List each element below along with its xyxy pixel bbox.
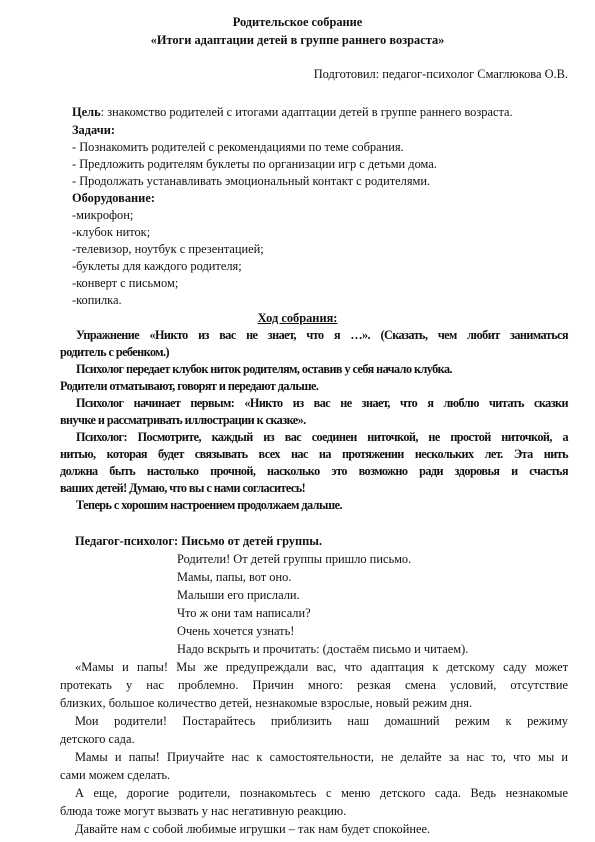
poem-line: Мамы, папы, вот оно.: [177, 570, 292, 584]
exercise-line: внучке и рассматривать иллюстрации к сказке».: [60, 413, 306, 427]
poem-line: Родители! От детей группы пришло письмо.: [177, 552, 412, 566]
goal-line: [72, 104, 513, 121]
goal-label: Цель: [72, 105, 101, 119]
letter-line: А еще, дорогие родители, познакомьтесь с меню детского сада. Ведь незнакомые: [75, 786, 568, 800]
progress-heading: Ход собрания:: [257, 311, 338, 325]
poem-line: Очень хочется узнать!: [177, 624, 295, 638]
letter-line: блюда тоже могут вызвать у нас негативную реакцию.: [60, 804, 347, 818]
exercise-line: Теперь с хорошим настроением продолжаем дальше.: [76, 498, 342, 512]
document-subtitle: «Итоги адаптации детей в группе раннего возраста»: [150, 33, 445, 47]
equipment-heading: Оборудование:: [72, 191, 155, 205]
task-item: - Продолжать устанавливать эмоциональный контакт с родителями.: [72, 174, 431, 188]
exercise-line: нитью, которая будет связывать всех нас на протяжении нескольких лет. Эта нить: [60, 447, 568, 461]
equipment-item: -конверт с письмом;: [72, 276, 179, 290]
letter-line: детского сада.: [60, 732, 135, 746]
author-line: Подготовил: педагог-психолог Смаглюкова О.В.: [313, 67, 568, 81]
letter-line: Мои родители! Постарайтесь приблизить наш домашний режим к режиму: [75, 714, 568, 728]
equipment-item: -микрофон;: [72, 208, 134, 222]
exercise-line: должна быть настолько прочной, насколько это возможно ради здоровья и счастья: [60, 464, 568, 478]
equipment-item: -копилка.: [72, 293, 122, 307]
tasks-heading: Задачи:: [72, 123, 115, 137]
document-title: Родительское собрание: [232, 15, 363, 29]
exercise-line: ваших детей! Думаю, что вы с нами согласитесь!: [60, 481, 306, 495]
letter-line: сами можем сделать.: [60, 768, 171, 782]
letter-line: протекать у нас проблемно. Причин много: резкая смена условий, отсутствие: [60, 678, 568, 692]
letter-line: близких, большое количество детей, незнакомые взрослые, новый режим дня.: [60, 696, 473, 710]
equipment-item: -телевизор, ноутбук с презентацией;: [72, 242, 264, 256]
goal-text: : знакомство родителей с итогами адаптации детей в группе раннего возраста.: [100, 105, 513, 119]
equipment-item: -буклеты для каждого родителя;: [72, 259, 242, 273]
exercise-line: Упражнение «Никто из вас не знает, что я …». (Сказать, чем любит заниматься: [76, 328, 568, 342]
poem-line: Что ж они там написали?: [177, 606, 311, 620]
task-item: - Предложить родителям буклеты по организации игр с детьми дома.: [72, 157, 437, 171]
poem-line: Малыши его прислали.: [177, 588, 300, 602]
poem-line: Надо вскрыть и прочитать: (достаём письмо и читаем).: [177, 642, 469, 656]
letter-line: Мамы и папы! Приучайте нас к самостоятельности, не делайте за нас то, что мы и: [75, 750, 568, 764]
letter-line: Давайте нам с собой любимые игрушки – так нам будет спокойнее.: [75, 822, 431, 836]
exercise-line: Психолог начинает первым: «Никто из вас не знает, что я люблю читать сказки: [76, 396, 568, 410]
exercise-line: Психолог передает клубок ниток родителям, оставив у себя начало клубка.: [76, 362, 452, 376]
task-item: - Познакомить родителей с рекомендациями по теме собрания.: [72, 140, 404, 154]
letter-heading: Педагог-психолог: Письмо от детей группы.: [75, 534, 323, 548]
exercise-line: родитель с ребенком.): [60, 345, 170, 359]
exercise-line: Родители отматывают, говорят и передают дальше.: [60, 379, 319, 393]
letter-line: «Мамы и папы! Мы же предупреждали вас, что адаптация к детскому саду может: [75, 660, 568, 674]
equipment-item: -клубок ниток;: [72, 225, 151, 239]
exercise-line: Психолог: Посмотрите, каждый из вас соединен ниточкой, не простой ниточкой, а: [76, 430, 568, 444]
